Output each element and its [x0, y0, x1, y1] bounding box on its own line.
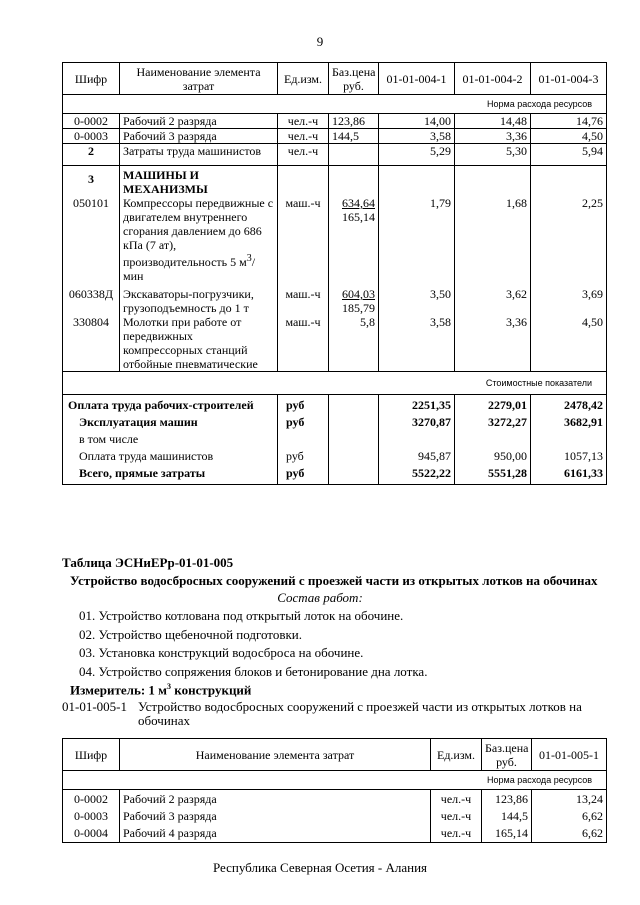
row-code: 060338Д: [63, 283, 120, 315]
row-v1: 6,62: [532, 823, 607, 843]
total-v1: 945,87: [379, 446, 455, 463]
row-v1: 1,79: [379, 196, 455, 283]
row-name: Затраты труда машинистов: [120, 144, 278, 166]
row-code: 0-0003: [63, 806, 120, 823]
item-text-1: Устройство водосбросных сооружений с проезжей части из открытых лотков на: [138, 699, 582, 714]
norm-label: Норма расхода ресурсов: [63, 95, 607, 114]
total-name: в том числе: [63, 429, 278, 446]
col-header-price: Баз.цена руб.: [482, 739, 532, 771]
row-price: 144,5: [482, 806, 532, 823]
item-text-2: обочинах: [138, 713, 190, 728]
row-v1: 14,00: [379, 114, 455, 129]
row-v3: 4,50: [531, 129, 607, 144]
row-unit: чел.-ч: [431, 806, 482, 823]
row-name: Рабочий 4 разряда: [120, 823, 431, 843]
row-code: 050101: [63, 196, 120, 283]
page-footer: Республика Северная Осетия - Алания: [212, 860, 428, 875]
row-name: Молотки при работе от передвижных компрессорных станций отбойные пневматические: [120, 315, 278, 372]
row-v3: 14,76: [531, 114, 607, 129]
row-v3: 2,25: [531, 196, 607, 283]
work-label: Состав работ:: [277, 590, 363, 605]
row-unit: маш.-ч: [278, 283, 329, 315]
total-v3: 2478,42: [531, 395, 607, 413]
total-v2: 2279,01: [455, 395, 531, 413]
work-item: 03. Установка конструкций водосброса на обочине.: [79, 645, 364, 660]
total-row: [63, 395, 607, 413]
total-v1: 3270,87: [379, 412, 455, 429]
total-unit: руб: [278, 446, 329, 463]
row-unit: чел.-ч: [278, 144, 329, 166]
row-price: 123,86: [329, 114, 379, 129]
row-name: Компрессоры передвижные с двигателем внутреннего сгорания давлением до 686 кПа (7 ат), производительность 5 $м^3$/мин: [120, 196, 278, 283]
row-price: 165,14: [482, 823, 532, 843]
row-price-2: 185,79: [342, 301, 375, 315]
page-number: 9: [316, 34, 324, 49]
row-unit: чел.-ч: [431, 823, 482, 843]
total-row: [63, 446, 607, 463]
row-v2: 3,36: [455, 129, 531, 144]
col-header-code: Шифр: [63, 63, 120, 95]
row-v1: 3,58: [379, 315, 455, 372]
row-code: 3: [63, 166, 120, 197]
cost-label: Стоимостные показатели: [63, 372, 607, 395]
row-v2: 3,62: [455, 283, 531, 315]
section-heading: Устройство водосбросных сооружений с проезжей части из открытых лотков на обочинах: [70, 573, 598, 588]
row-price: 144,5: [329, 129, 379, 144]
row-v2: 3,36: [455, 315, 531, 372]
row-v1: 3,50: [379, 283, 455, 315]
row-unit: чел.-ч: [278, 114, 329, 129]
total-v3: 3682,91: [531, 412, 607, 429]
total-row: [63, 412, 607, 429]
col-header-unit: Ед.изм.: [278, 63, 329, 95]
col-header-code: Шифр: [63, 739, 120, 771]
row-name: Рабочий 2 разряда: [120, 790, 431, 807]
row-code: 330804: [63, 315, 120, 372]
row-price: 5,8: [329, 315, 379, 372]
row-code: 0-0003: [63, 129, 120, 144]
row-unit: маш.-ч: [278, 196, 329, 283]
total-name: Оплата труда машинистов: [63, 446, 278, 463]
total-v2: 950,00: [455, 446, 531, 463]
col-header-3: 01-01-004-3: [531, 63, 607, 95]
row-v3: 4,50: [531, 315, 607, 372]
work-item: 01. Устройство котлована под открытый лоток на обочине.: [79, 608, 404, 623]
row-v2: 1,68: [455, 196, 531, 283]
row-code: 0-0002: [63, 790, 120, 807]
total-row: [63, 429, 607, 446]
row-unit: маш.-ч: [278, 315, 329, 372]
row-name: МАШИНЫ И МЕХАНИЗМЫ: [120, 166, 278, 197]
table-row: [63, 129, 607, 144]
table-row: [63, 790, 607, 807]
col-header-2: 01-01-004-2: [455, 63, 531, 95]
total-unit: руб: [278, 395, 329, 413]
resource-table-2: [62, 738, 607, 843]
col-header-unit: Ед.изм.: [431, 739, 482, 771]
row-v1: 5,29: [379, 144, 455, 166]
col-header-1: 01-01-004-1: [379, 63, 455, 95]
work-item: 04. Устройство сопряжения блоков и бетонирование дна лотка.: [79, 664, 428, 679]
total-unit: руб: [278, 412, 329, 429]
row-name: Рабочий 3 разряда: [120, 806, 431, 823]
row-v1: 3,58: [379, 129, 455, 144]
col-header-price: Баз.цена руб.: [329, 63, 379, 95]
col-header-1: 01-01-005-1: [532, 739, 607, 771]
row-code: 0-0002: [63, 114, 120, 129]
row-price-2: 165,14: [342, 210, 375, 224]
row-v1: 13,24: [532, 790, 607, 807]
row-name: Экскаваторы-погрузчики, грузоподъемность до 1 т: [120, 283, 278, 315]
row-unit: чел.-ч: [431, 790, 482, 807]
meter-line: Измеритель: 1 $м^3$ конструкций: [70, 682, 252, 698]
table-title: Таблица ЭСНиЕРр-01-01-005: [62, 555, 234, 570]
total-v2: 3272,27: [455, 412, 531, 429]
total-v3: 1057,13: [531, 446, 607, 463]
total-v3: 6161,33: [531, 463, 607, 485]
col-header-name: Наименование элемента затрат: [120, 739, 431, 771]
table-row: [63, 144, 607, 166]
total-name: Эксплуатация машин: [63, 412, 278, 429]
col-header-name: Наименование элемента затрат: [120, 63, 278, 95]
table-row: [63, 196, 607, 283]
total-v2: 5551,28: [455, 463, 531, 485]
table-row: [63, 166, 607, 197]
row-price: 123,86: [482, 790, 532, 807]
row-v3: 3,69: [531, 283, 607, 315]
total-unit: руб: [278, 463, 329, 485]
row-v2: 14,48: [455, 114, 531, 129]
row-code: 0-0004: [63, 823, 120, 843]
total-v1: 5522,22: [379, 463, 455, 485]
table-row: [63, 806, 607, 823]
item-code: 01-01-005-1: [62, 699, 127, 714]
total-name: Всего, прямые затраты: [63, 463, 278, 485]
row-v2: 5,30: [455, 144, 531, 166]
row-name: Рабочий 2 разряда: [120, 114, 278, 129]
row-unit: чел.-ч: [278, 129, 329, 144]
row-price: 634,64: [342, 196, 375, 210]
norm-label: Норма расхода ресурсов: [63, 771, 607, 790]
resource-table-1: [62, 62, 607, 485]
row-name: Рабочий 3 разряда: [120, 129, 278, 144]
table-row: [63, 823, 607, 843]
total-name: Оплата труда рабочих-строителей: [63, 395, 278, 413]
work-item: 02. Устройство щебеночной подготовки.: [79, 627, 302, 642]
row-code: 2: [63, 144, 120, 166]
table-row: [63, 283, 607, 315]
table-row: [63, 114, 607, 129]
table-row: [63, 315, 607, 372]
row-price: [329, 144, 379, 166]
total-v1: 2251,35: [379, 395, 455, 413]
row-v1: 6,62: [532, 806, 607, 823]
total-row: [63, 463, 607, 485]
row-price: 604,03: [342, 287, 375, 301]
row-v3: 5,94: [531, 144, 607, 166]
